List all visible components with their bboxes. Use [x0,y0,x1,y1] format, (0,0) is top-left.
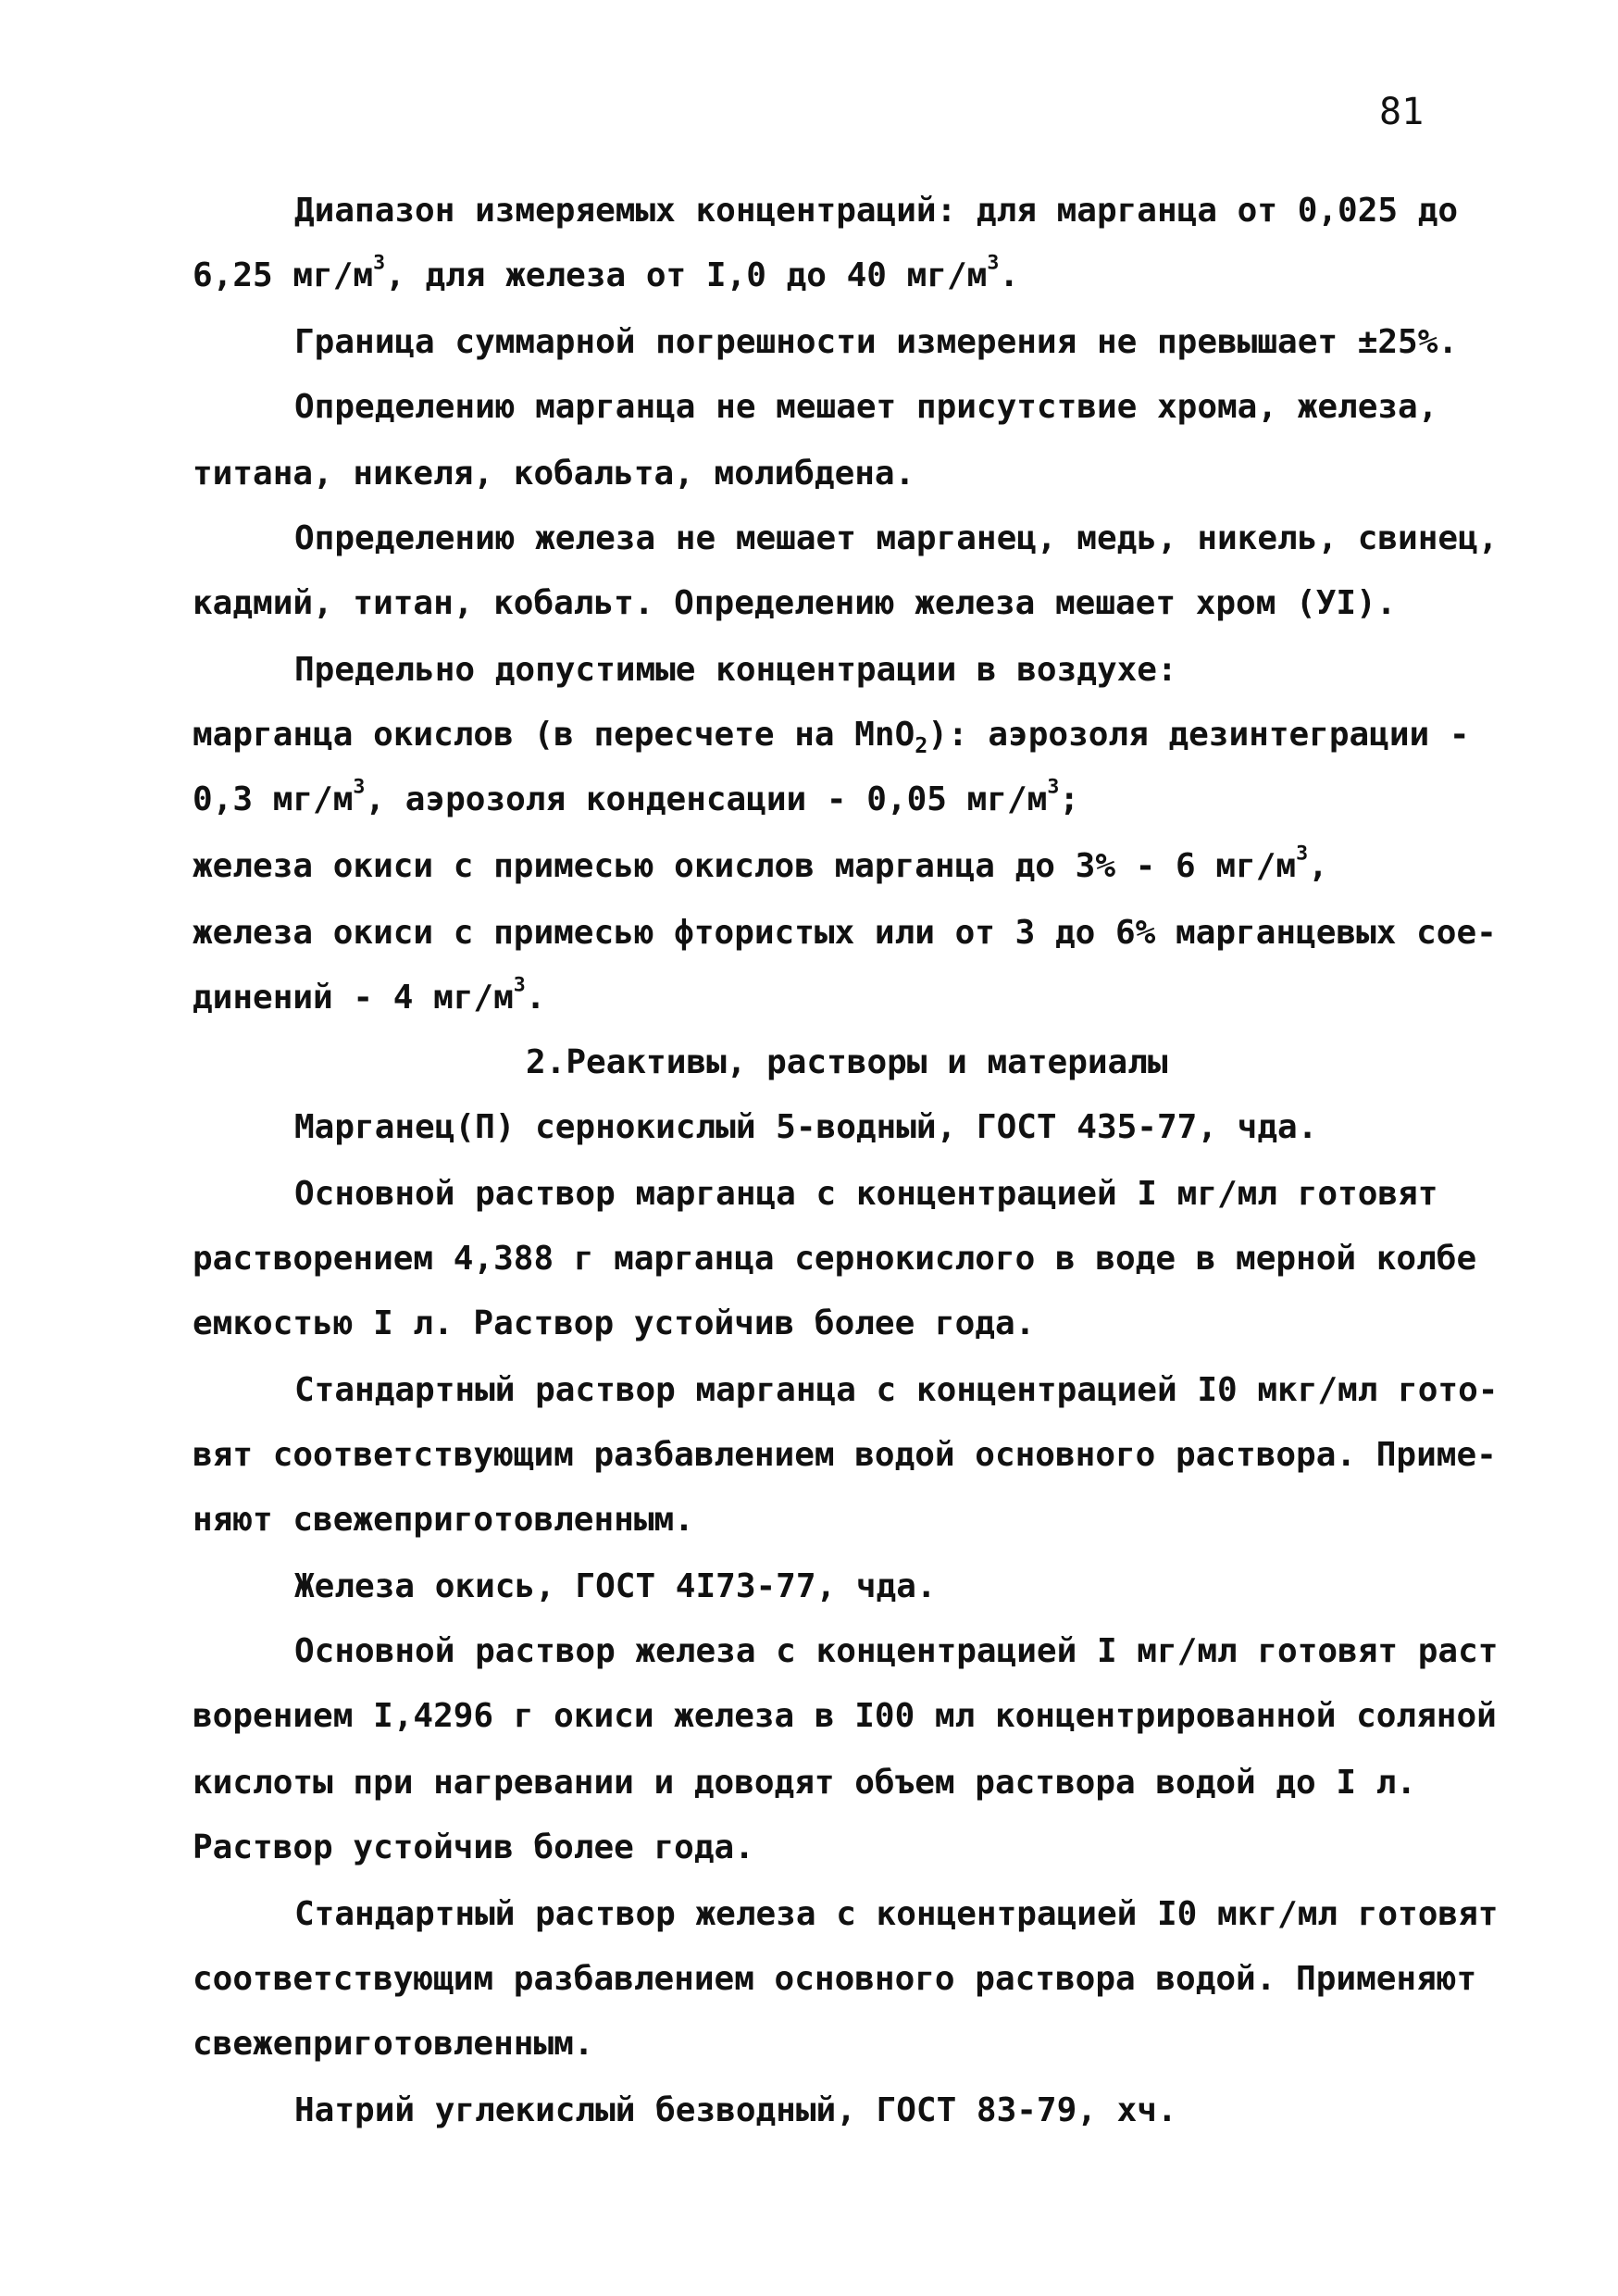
text-line: растворением 4,388 г марганца сернокислого в воде в мерной колбе [193,1240,1477,1278]
text-line: Определению железа не мешает марганец, медь, никель, свинец, [294,519,1499,557]
text-line: железа окиси с примесью окислов марганца до 3% - 6 $мг/м^3$, [193,842,1328,885]
text-line: Стандартный раствор железа с концентрацией I0 мкг/мл готовят [294,1895,1499,1933]
text-line: Диапазон измеряемых концентраций: для марганца от 0,025 до [294,192,1459,230]
text-line: емкостью I л. Раствор устойчив более года. [193,1304,1036,1342]
text-line: Определению марганца не мешает присутствие хрома, железа, [294,388,1438,426]
text-line: 0,3 $мг/м^3$, аэрозоля конденсации - 0,05 $мг/м^3$; [193,775,1080,818]
text-line: Железа окись, ГОСТ 4I73-77, чда. [294,1567,937,1605]
text-line: динений - 4 $мг/м^3$. [193,973,546,1017]
text-line: Раствор устойчив более года. [193,1828,754,1866]
text-line: кислоты при нагревании и доводят объем раствора водой до I л. [193,1764,1417,1802]
text-line: железа окиси с примесью фтористых или от 3 до 6% марганцевых сое- [193,914,1497,952]
text-line: 6,25 $мг/м^3$, для железа от I,0 до 40 $мг/м^3$. [193,251,1020,294]
section-heading: 2.Реактивы, растворы и материалы [526,1043,1168,1081]
text-line: Граница суммарной погрешности измерения не превышает ±25%. [294,323,1459,361]
text-line: вят соответствующим разбавлением водой основного раствора. Приме- [193,1436,1497,1474]
text-line: няют свежеприготовленным. [193,1501,694,1539]
text-line: Марганец(П) сернокислый 5-водный, ГОСТ 435-77, чда. [294,1108,1318,1146]
text-line: соответствующим разбавлением основного раствора водой. Применяют [193,1960,1477,1998]
text-line: ворением I,4296 г окиси железа в I00 мл концентрированной соляной [193,1697,1497,1735]
text-line: кадмий, титан, кобальт. Определению железа мешает хром (УI). [193,584,1397,622]
text-line: Основной раствор марганца с концентрацией I мг/мл готовят [294,1175,1438,1213]
text-line: марганца окислов (в пересчете на MnO$_2$): аэрозоля дезинтеграции - [193,716,1470,759]
text-line: Стандартный раствор марганца с концентрацией I0 мкг/мл гото- [294,1371,1499,1409]
text-line: титана, никеля, кобальта, молибдена. [193,455,915,493]
page-number: 81 [1379,91,1425,133]
text-line: свежеприготовленным. [193,2025,594,2063]
text-line: Натрий углекислый безводный, ГОСТ 83-79, хч. [294,2091,1177,2129]
text-line: Основной раствор железа с концентрацией I мг/мл готовят раст [294,1632,1499,1670]
text-line: Предельно допустимые концентрации в воздухе: [294,651,1177,689]
